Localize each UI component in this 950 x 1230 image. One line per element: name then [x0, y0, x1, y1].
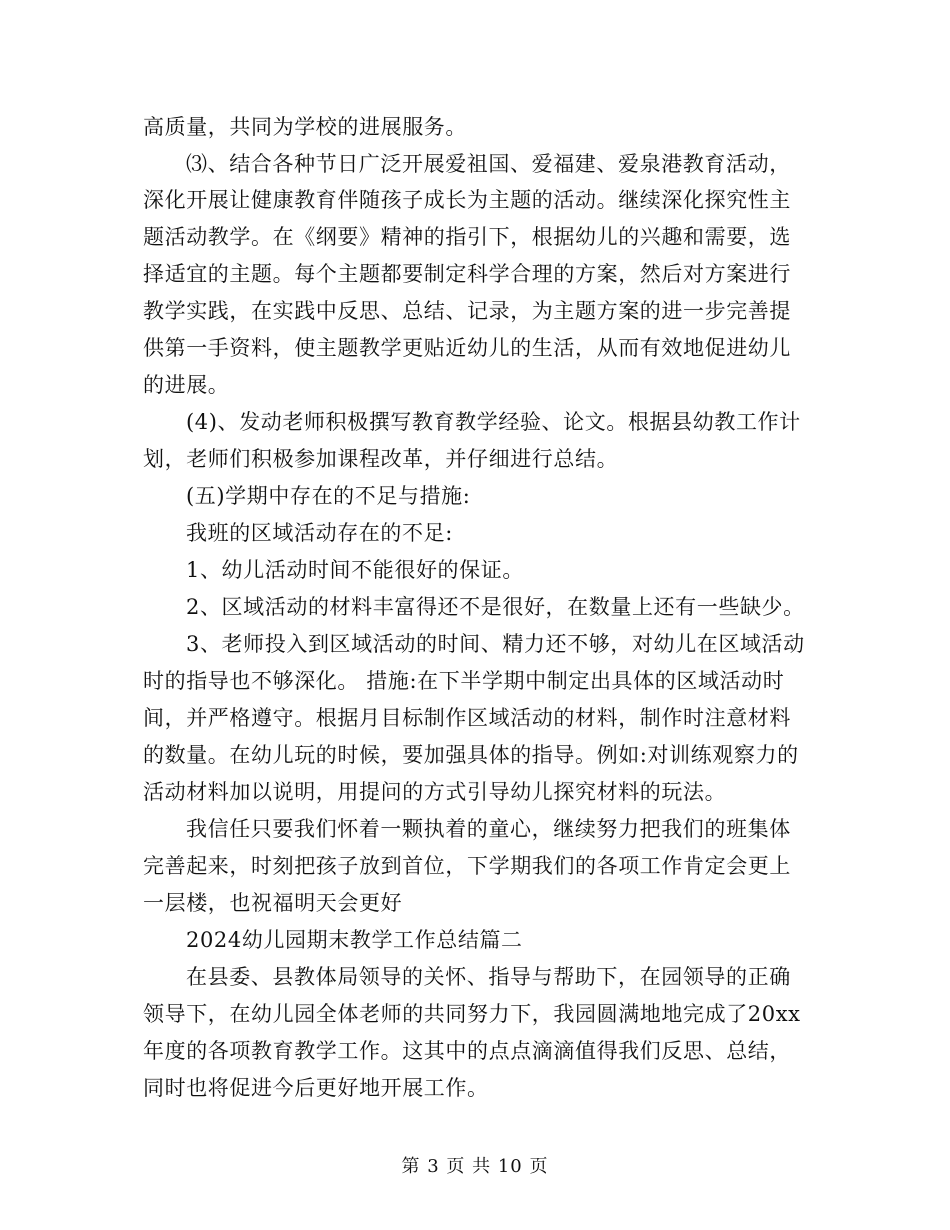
text-line: 择适宜的主题。每个主题都要制定科学合理的方案，然后对方案进行: [143, 262, 791, 286]
text-line: 间，并严格遵守。根据月目标制作区域活动的材料，制作时注意材料: [143, 706, 791, 730]
list-item: 2、区域活动的材料丰富得还不是很好，在数量上还有一些缺少。: [186, 595, 805, 619]
text-line: 划，老师们积极参加课程改革，并仔细进行总结。: [143, 447, 619, 471]
text-line: 活动材料加以说明，用提问的方式引导幼儿探究材料的玩法。: [143, 780, 727, 804]
text-line: (4)、发动老师积极撰写教育教学经验、论文。根据县幼教工作计: [186, 410, 801, 434]
list-item: 3、老师投入到区域活动的时间、精力还不够，对幼儿在区域活动: [186, 632, 805, 656]
section-title: 2024幼儿园期末教学工作总结篇二: [186, 928, 523, 952]
text-line: 一层楼，也祝福明天会更好: [143, 891, 403, 915]
section-heading: (五)学期中存在的不足与措施:: [186, 484, 471, 508]
text-line: 的进展。: [143, 373, 230, 397]
text-line: 深化开展让健康教育伴随孩子成长为主题的活动。继续深化探究性主: [143, 188, 791, 212]
text-line: 年度的各项教育教学工作。这其中的点点滴滴值得我们反思、总结，: [143, 1039, 791, 1063]
text-line: 领导下，在幼儿园全体老师的共同努力下，我园圆满地地完成了20xx: [143, 1002, 801, 1026]
text-line: 我信任只要我们怀着一颗执着的童心，继续努力把我们的班集体: [186, 817, 791, 841]
text-line: 在县委、县教体局领导的关怀、指导与帮助下，在园领导的正确: [186, 965, 791, 989]
text-line: 教学实践，在实践中反思、总结、记录，为主题方案的进一步完善提: [143, 299, 791, 323]
text-line: 高质量，共同为学校的进展服务。: [143, 115, 467, 139]
page-number: 第 3 页 共 10 页: [401, 1156, 549, 1177]
text-line: 的数量。在幼儿玩的时候，要加强具体的指导。例如:对训练观察力的: [143, 743, 799, 767]
text-line: 时的指导也不够深化。 措施:在下半学期中制定出具体的区域活动时: [143, 669, 785, 693]
text-line: ⑶、结合各种节日广泛开展爱祖国、爱福建、爱泉港教育活动，: [186, 152, 791, 176]
text-line: 同时也将促进今后更好地开展工作。: [143, 1076, 489, 1100]
list-item: 1、幼儿活动时间不能很好的保证。: [186, 558, 524, 582]
text-line: 题活动教学。在《纲要》精神的指引下，根据幼儿的兴趣和需要，选: [143, 225, 791, 249]
text-line: 供第一手资料，使主题教学更贴近幼儿的生活，从而有效地促进幼儿: [143, 336, 791, 360]
text-line: 我班的区域活动存在的不足:: [186, 521, 453, 545]
text-line: 完善起来，时刻把孩子放到首位，下学期我们的各项工作肯定会更上: [143, 854, 791, 878]
